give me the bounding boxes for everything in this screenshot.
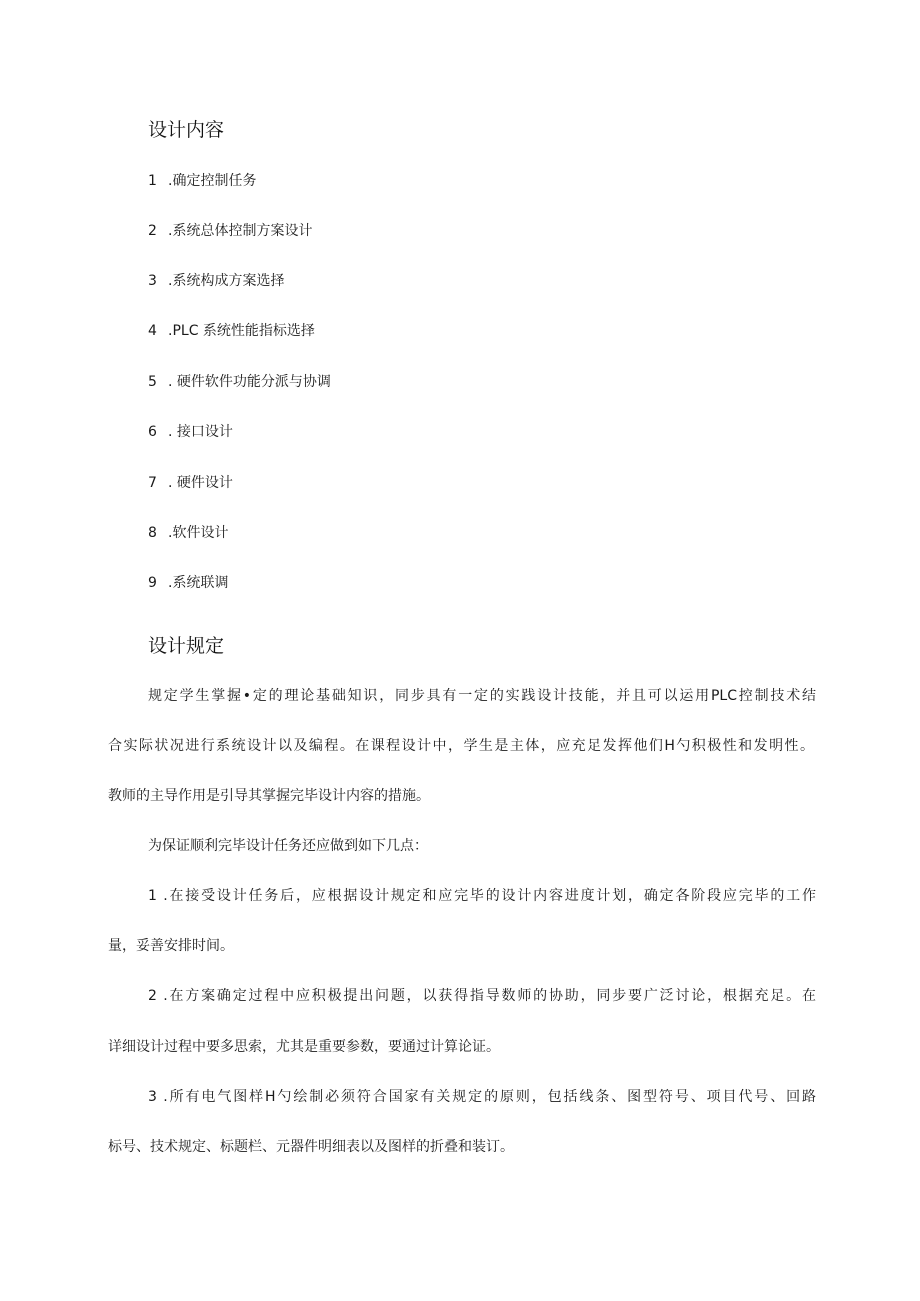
point-number: 2 bbox=[148, 988, 157, 1004]
paragraph-line: 规定学生掌握•定的理论基础知识，同步具有一定的实践设计技能，并且可以运用PLC控制技术结 bbox=[148, 688, 816, 704]
content-list-item bbox=[148, 573, 228, 593]
point-text: .所有电气图样H勺绘制必须符合国家有关规定的原则，包括线条、图型符号、项目代号、回路 bbox=[163, 1089, 817, 1105]
list-item-number: 4 bbox=[148, 323, 157, 339]
list-item-text: . 接口设计 bbox=[168, 424, 233, 440]
list-item-number: 8 bbox=[148, 525, 157, 541]
list-item-number: 3 bbox=[148, 273, 157, 289]
content-list-item bbox=[148, 221, 312, 241]
list-item-text: . 硬件设计 bbox=[168, 475, 233, 491]
content-list-item bbox=[148, 422, 233, 442]
paragraph-line: 合实际状况进行系统设计以及编程。在课程设计中，学生是主体，应充足发挥他们H勺积极性和发明性。 bbox=[108, 738, 814, 754]
list-item-text: .确定控制任务 bbox=[168, 173, 257, 189]
content-list-item bbox=[148, 271, 284, 291]
point-text: .在方案确定过程中应积极提出问题，以获得指导数师的协助，同步要广泛讨论，根据充足。在 bbox=[163, 988, 816, 1004]
content-list-item bbox=[148, 473, 233, 493]
list-item-number: 1 bbox=[148, 173, 157, 189]
point-line-continued: 标号、技术规定、标题栏、元器件明细表以及图样的折叠和装订。 bbox=[108, 1139, 514, 1155]
list-item-number: 2 bbox=[148, 223, 157, 239]
content-list-item bbox=[148, 523, 228, 543]
list-item-text: .系统构成方案选择 bbox=[168, 273, 285, 289]
list-item-number: 7 bbox=[148, 475, 157, 491]
content-list-item bbox=[148, 321, 315, 341]
paragraph-lead: 为保证顺利完毕设计任务还应做到如下几点： bbox=[148, 838, 428, 854]
point-line bbox=[148, 885, 816, 907]
section-heading-content: 设计内容 bbox=[148, 119, 225, 141]
list-item-text: . 硬件软件功能分派与协调 bbox=[168, 374, 331, 390]
point-number: 1 bbox=[148, 888, 157, 904]
list-item-text: .软件设计 bbox=[168, 525, 229, 541]
list-item-number: 5 bbox=[148, 374, 157, 390]
point-line bbox=[148, 985, 816, 1007]
point-line-continued: 量，妥善安排时间。 bbox=[108, 938, 234, 954]
point-number: 3 bbox=[148, 1089, 157, 1105]
list-item-text: .系统总体控制方案设计 bbox=[168, 223, 313, 239]
list-item-text: .系统联调 bbox=[168, 575, 229, 591]
paragraph-line: 教师的主导作用是引导其掌握完毕设计内容的措施。 bbox=[108, 788, 430, 804]
section-heading-rules: 设计规定 bbox=[148, 635, 225, 657]
content-list-item bbox=[148, 171, 256, 191]
point-text: .在接受设计任务后，应根据设计规定和应完毕的设计内容进度计划，确定各阶段应完毕的工作 bbox=[163, 888, 816, 904]
list-item-number: 6 bbox=[148, 424, 157, 440]
list-item-text: .PLC 系统性能指标选择 bbox=[168, 323, 315, 339]
content-list-item bbox=[148, 372, 331, 392]
list-item-number: 9 bbox=[148, 575, 157, 591]
point-line bbox=[148, 1086, 816, 1108]
point-line-continued: 详细设计过程中要多思索，尤其是重要参数，要通过计算论证。 bbox=[108, 1039, 500, 1055]
